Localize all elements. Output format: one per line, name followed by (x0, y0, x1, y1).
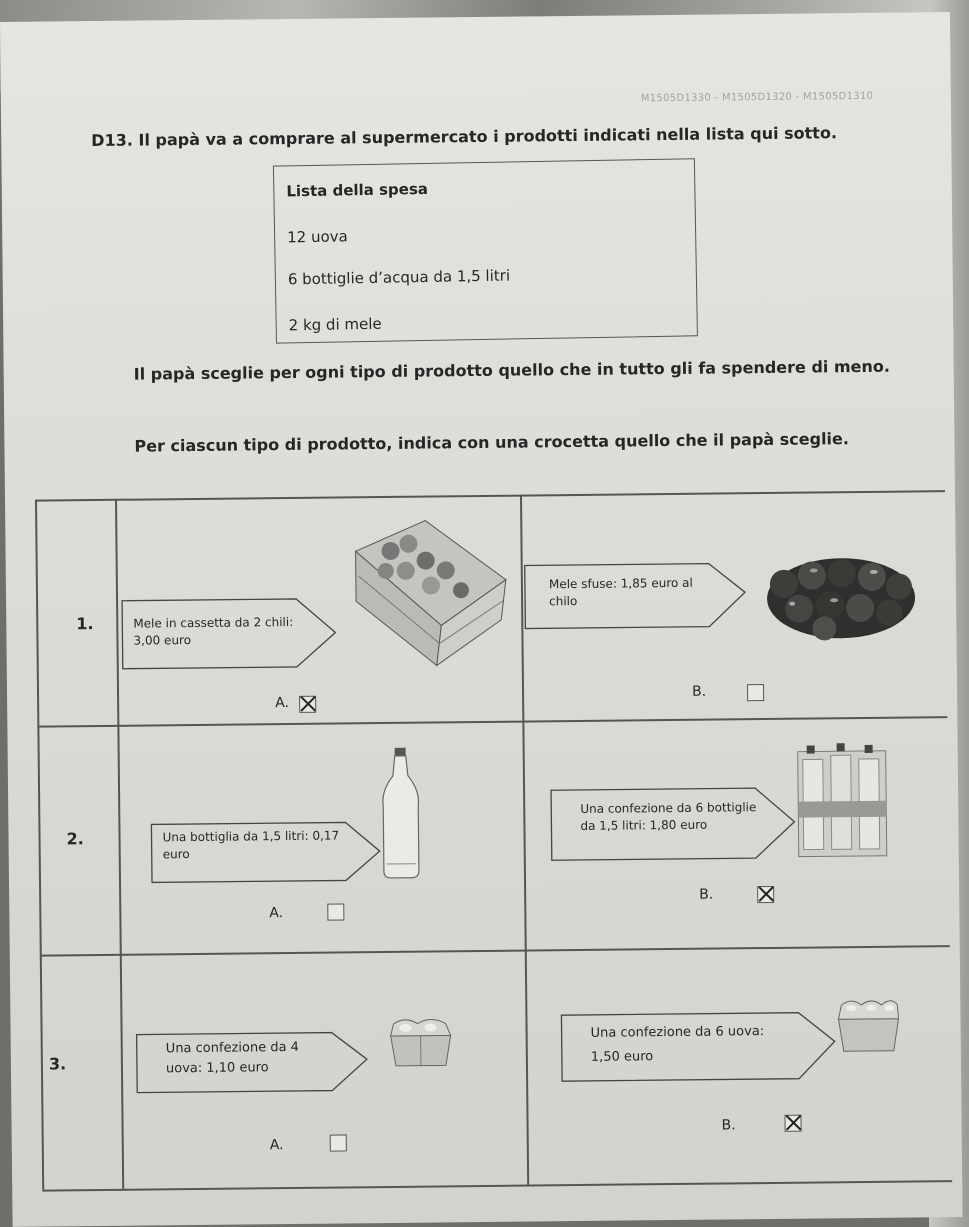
price-tag-text: Una confezione da 6 uova: 1,50 euro (590, 1024, 765, 1065)
shopping-list-title: Lista della spesa (286, 179, 429, 201)
table-border (40, 945, 950, 956)
price-tag-text: Una confezione da 6 bottiglie da 1,5 litri: 1,80 euro (580, 800, 757, 833)
worksheet-page (0, 12, 963, 1227)
checkbox-a[interactable] (330, 1134, 347, 1151)
water-pack-image (793, 741, 894, 862)
option-label-a: A. (269, 1137, 284, 1154)
price-tag-text: Una bottiglia da 1,5 litri: 0,17 euro (162, 828, 340, 862)
instruction-paragraph: Il papà sceglie per ogni tipo di prodotto quello che in tutto gli fa spendere di meno. (133, 356, 891, 384)
egg-carton-6-image (833, 991, 904, 1062)
shopping-list-item: 6 bottiglie d’acqua da 1,5 litri (287, 266, 511, 289)
checkbox-a[interactable] (299, 696, 316, 713)
price-tag-b (550, 787, 796, 862)
row-number: 3. (48, 1054, 67, 1074)
option-label-b: B. (721, 1117, 736, 1134)
checkbox-b[interactable] (757, 886, 774, 903)
shopping-list-item: 12 uova (287, 227, 348, 247)
row-number: 1. (76, 614, 94, 634)
instruction-paragraph: Per ciascun tipo di prodotto, indica con una crocetta quello che il papà sceglie. (134, 429, 850, 456)
price-tag-text: Mele sfuse: 1,85 euro al chilo (548, 575, 693, 609)
option-label-a: A. (269, 905, 284, 922)
option-label-b: B. (691, 683, 707, 700)
checkbox-b[interactable] (747, 684, 764, 701)
price-tag-text: Mele in cassetta da 2 chili: 3,00 euro (133, 614, 294, 648)
egg-carton-4-image (385, 1015, 456, 1076)
price-tag-a (150, 821, 381, 883)
loose-apples-image (764, 552, 920, 644)
row-number: 2. (66, 829, 84, 849)
water-bottle-image (378, 746, 424, 881)
question-title: D13. Il papà va a comprare al supermercato i prodotti indicati nella lista qui sotto. (91, 123, 838, 151)
option-label-a: A. (275, 695, 290, 712)
table-border (35, 490, 945, 501)
table-border (35, 500, 44, 1190)
price-tag-text: Una confezione da 4 uova: 1,10 euro (165, 1039, 299, 1077)
checkbox-a[interactable] (327, 903, 344, 920)
checkbox-b[interactable] (784, 1115, 801, 1132)
table-border (37, 716, 947, 727)
answer-table (35, 490, 969, 1190)
option-label-b: B. (699, 886, 714, 903)
shopping-list (273, 158, 698, 343)
price-tag-a (136, 1031, 369, 1093)
price-tag-a (121, 598, 337, 670)
item-code: M1505D1330 - M1505D1320 - M1505D1310 (640, 90, 874, 105)
table-border (42, 1180, 952, 1191)
shopping-list-item: 2 kg di mele (288, 314, 382, 335)
price-tag-b (524, 562, 747, 629)
price-tag-b (560, 1011, 836, 1082)
apple-crate-image (350, 515, 512, 672)
